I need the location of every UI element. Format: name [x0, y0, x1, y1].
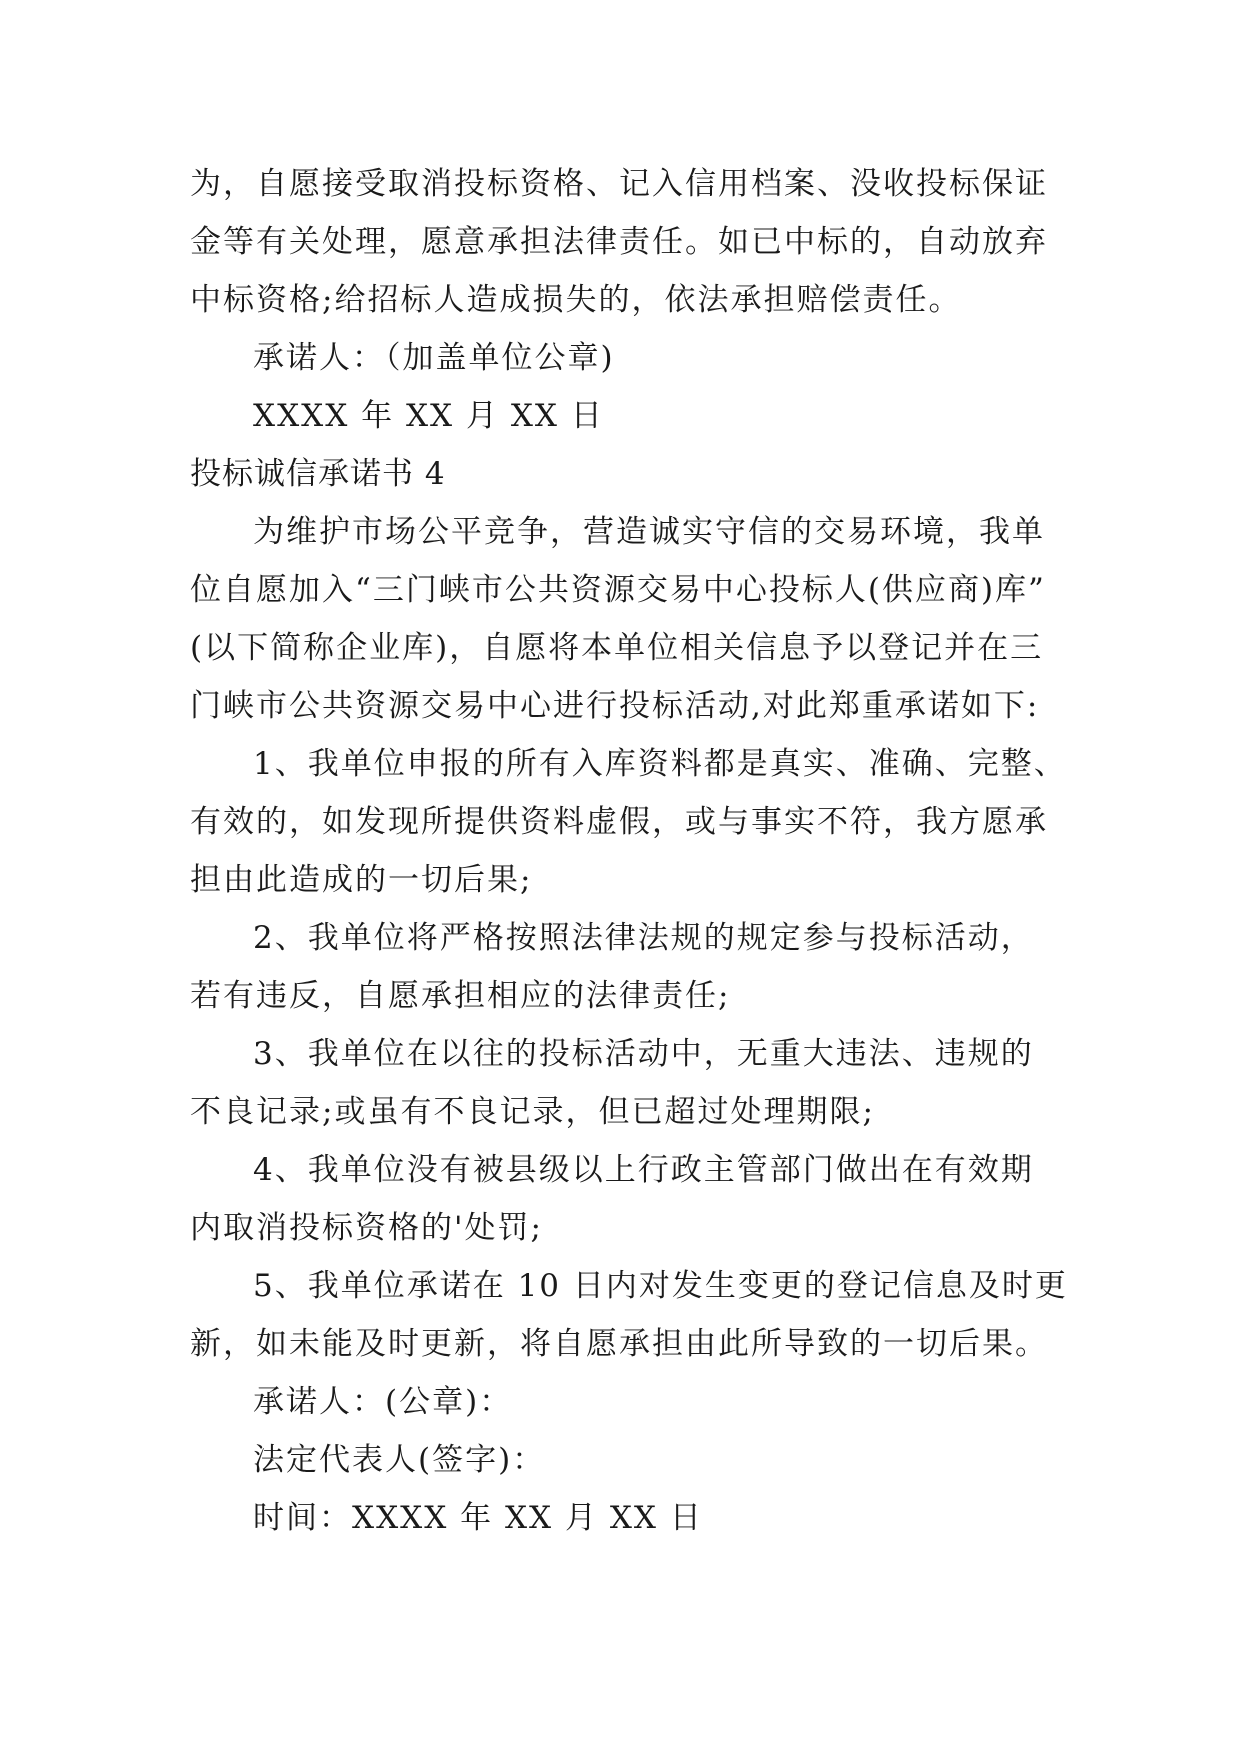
paragraph-line: 中标资格;给招标人造成损失的，依法承担赔偿责任。: [190, 282, 962, 318]
list-item-line: 新，如未能及时更新，将自愿承担由此所导致的一切后果。: [190, 1326, 1048, 1362]
list-item-line: 1、我单位申报的所有入库资料都是真实、准确、完整、: [253, 746, 1067, 782]
document-body: [190, 155, 1070, 1547]
date-line: XXXX 年 XX 月 XX 日: [253, 398, 604, 434]
section-heading: 投标诚信承诺书 4: [190, 456, 446, 492]
paragraph-line: 为，自愿接受取消投标资格、记入信用档案、没收投标保证: [190, 166, 1048, 202]
list-item-line: 不良记录;或虽有不良记录，但已超过处理期限;: [190, 1094, 875, 1130]
list-item-line: 3、我单位在以往的投标活动中，无重大违法、违规的: [253, 1036, 1034, 1072]
date-line: 时间：XXXX 年 XX 月 XX 日: [253, 1500, 703, 1536]
signatory-line: 承诺人：(公章)：: [253, 1384, 513, 1420]
paragraph-line: 金等有关处理，愿意承担法律责任。如已中标的，自动放弃: [190, 224, 1048, 260]
list-item-line: 4、我单位没有被县级以上行政主管部门做出在有效期: [253, 1152, 1034, 1188]
paragraph-line: 为维护市场公平竞争，营造诚实守信的交易环境，我单: [253, 514, 1045, 550]
list-item-line: 5、我单位承诺在 10 日内对发生变更的登记信息及时更: [253, 1268, 1068, 1304]
paragraph-line: (以下简称企业库)，自愿将本单位相关信息予以登记并在三: [190, 630, 1044, 666]
paragraph-line: 门峡市公共资源交易中心进行投标活动,对此郑重承诺如下:: [190, 688, 1040, 724]
list-item-line: 内取消投标资格的'处罚;: [190, 1210, 543, 1246]
list-item-line: 担由此造成的一切后果;: [190, 862, 533, 898]
list-item-line: 有效的，如发现所提供资料虚假，或与事实不符，我方愿承: [190, 804, 1048, 840]
paragraph-line: 位自愿加入“三门峡市公共资源交易中心投标人(供应商)库”: [190, 572, 1046, 608]
signatory-line: 承诺人：（加盖单位公章): [253, 340, 615, 376]
list-item-line: 若有违反，自愿承担相应的法律责任;: [190, 978, 731, 1014]
list-item-line: 2、我单位将严格按照法律法规的规定参与投标活动，: [253, 920, 1034, 956]
legal-representative-line: 法定代表人(签字)：: [253, 1442, 546, 1478]
